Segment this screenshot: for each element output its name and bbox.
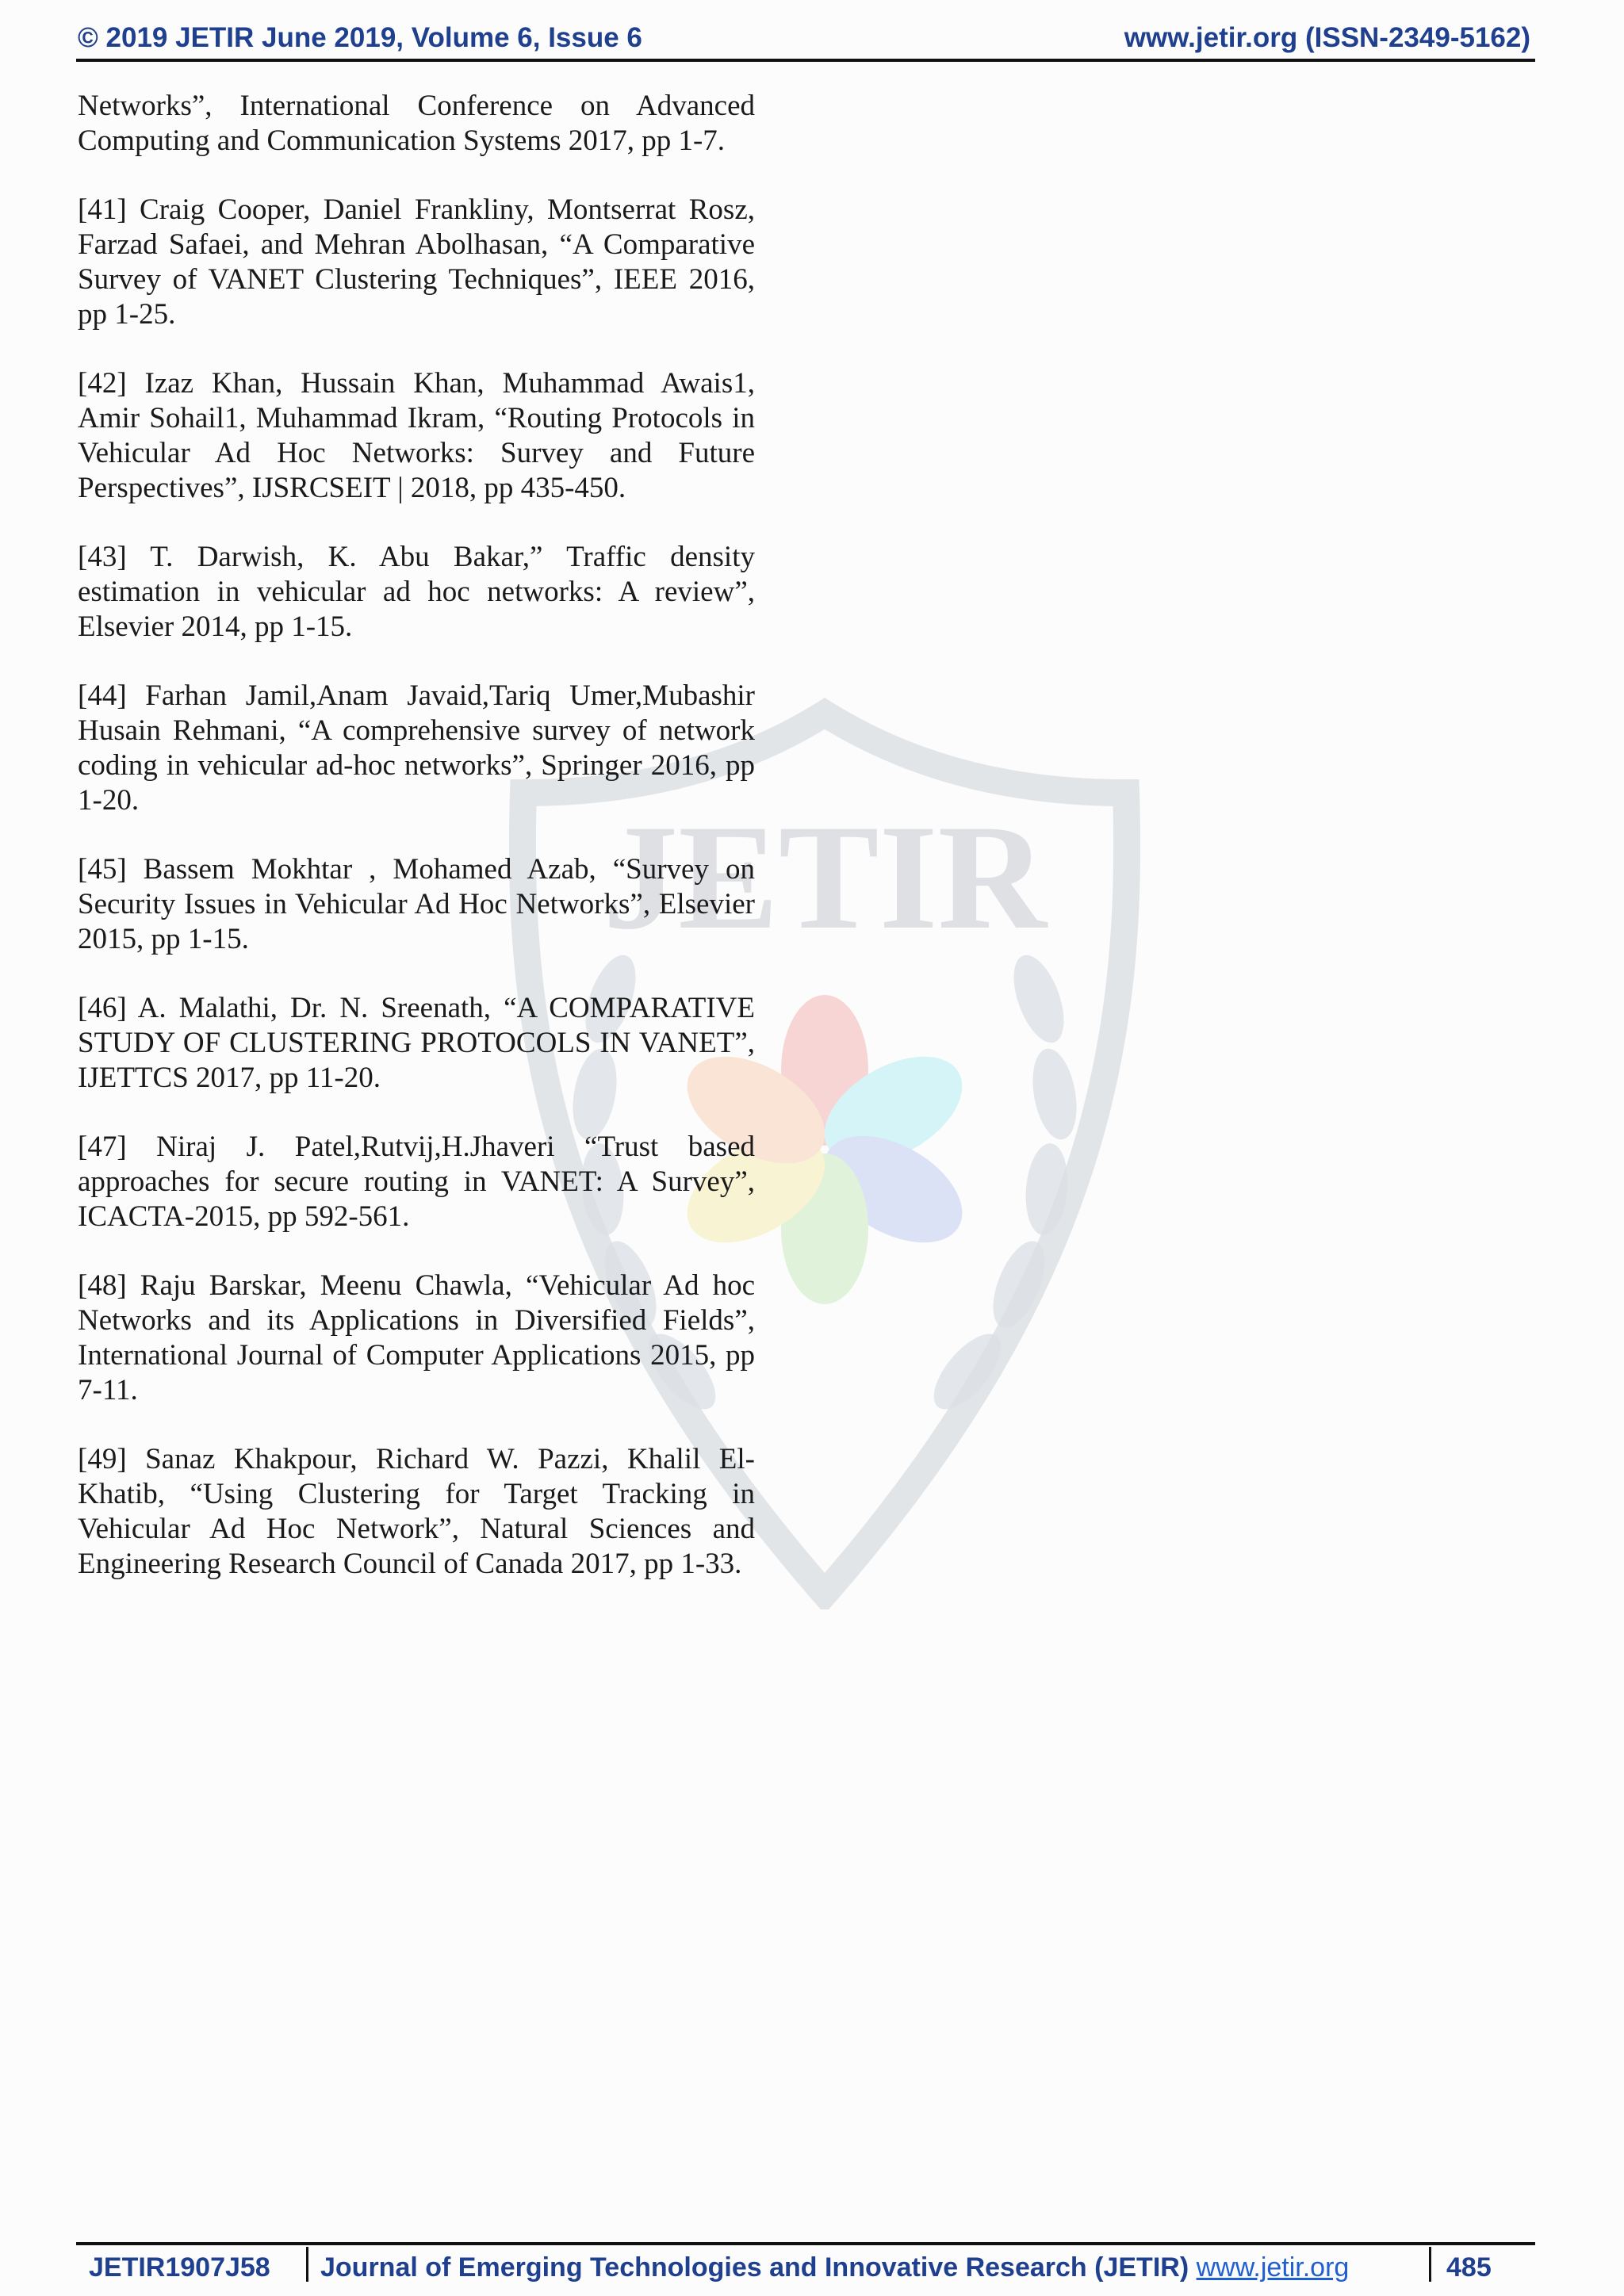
footer-journal: [320, 2250, 1349, 2285]
footer-website-link[interactable]: www.jetir.org: [1196, 2252, 1350, 2283]
reference-41: [41] Craig Cooper, Daniel Frankliny, Montserrat Rosz, Farzad Safaei, and Mehran Abolhasan, “A Comparative Survey of VANET Clustering Techniques”, IEEE 2016, pp 1-25.: [78, 193, 755, 331]
footer-separator: [1429, 2247, 1431, 2282]
watermark-text: JETIR: [603, 794, 1047, 961]
reference-42: [42] Izaz Khan, Hussain Khan, Muhammad Awais1, Amir Sohail1, Muhammad Ikram, “Routing Protocols in Vehicular Ad Hoc Networks: Survey and Future Perspectives”, IJSRCSEIT | 2018, pp 435-450.: [78, 367, 755, 504]
footer-rule: [76, 2242, 1535, 2245]
reference-47: [47] Niraj J. Patel,Rutvij,H.Jhaveri “Trust based approaches for secure routing in VANET: A Survey”, ICACTA-2015, pp 592-561.: [78, 1131, 755, 1233]
reference-46: [46] A. Malathi, Dr. N. Sreenath, “A COMPARATIVE STUDY OF CLUSTERING PROTOCOLS IN VANET”, IJETTCS 2017, pp 11-20.: [78, 992, 755, 1094]
references-column: [78, 89, 755, 1616]
footer-separator: [306, 2247, 308, 2282]
reference-48: [48] Raju Barskar, Meenu Chawla, “Vehicular Ad hoc Networks and its Applications in Diversified Fields”, International Journal of Computer Applications 2015, pp 7-11.: [78, 1269, 755, 1406]
reference-44: [44] Farhan Jamil,Anam Javaid,Tariq Umer,Mubashir Husain Rehmani, “A comprehensive survey of network coding in vehicular ad-hoc networks”, Springer 2016, pp 1-20.: [78, 679, 755, 817]
reference-49: [49] Sanaz Khakpour, Richard W. Pazzi, Khalil El-Khatib, “Using Clustering for Target Tracking in Vehicular Ad Hoc Network”, Natural Sciences and Engineering Research Council of Canada 2017, pp 1-33.: [78, 1443, 755, 1580]
header-rule: [76, 59, 1535, 62]
footer-paper-code: JETIR1907J58: [89, 2252, 270, 2283]
reference-45: [45] Bassem Mokhtar , Mohamed Azab, “Survey on Security Issues in Vehicular Ad Hoc Networks”, Elsevier 2015, pp 1-15.: [78, 853, 755, 955]
reference-43: [43] T. Darwish, K. Abu Bakar,” Traffic density estimation in vehicular ad hoc networks: A review”, Elsevier 2014, pp 1-15.: [78, 541, 755, 643]
reference-continued: Networks”, International Conference on Advanced Computing and Communication Systems 2017, pp 1-7.: [78, 90, 755, 157]
footer-page-number: 485: [1446, 2252, 1492, 2283]
footer-journal-name: Journal of Emerging Technologies and Innovative Research (JETIR): [320, 2252, 1189, 2283]
header-website-issn: www.jetir.org (ISSN-2349-5162): [1124, 22, 1530, 53]
header-journal-issue: © 2019 JETIR June 2019, Volume 6, Issue 6: [78, 22, 642, 53]
